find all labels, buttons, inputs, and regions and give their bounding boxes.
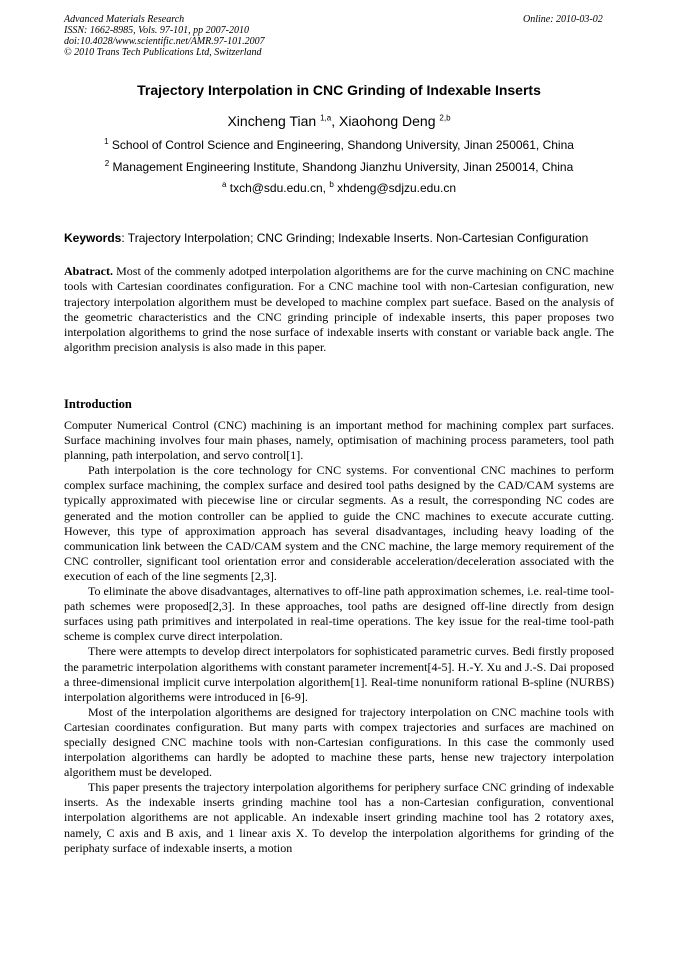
introduction-heading: Introduction xyxy=(64,397,132,411)
journal-name: Advanced Materials Research xyxy=(64,14,185,25)
abstract xyxy=(64,264,614,356)
author-name: Xiaohong Deng xyxy=(338,113,436,129)
paragraph: Computer Numerical Control (CNC) machining is an important method for machining complex part surfaces. Surface machining involves four main phases, namely, optimisation of machining process parameters, tool path planning, path interpolation, and servo control[1]. xyxy=(64,418,614,463)
email-line xyxy=(64,181,614,195)
paragraph: Most of the interpolation algorithems are designed for trajectory interpolation on CNC machine tools with Cartesian coordinates configuration. But many parts with compex trajectories and surfaces are machined on specially designed CNC machine tools with non-Cartesian configurations. In this case the commonly used interpolation algorithems can hardly be adopted to machine these parts, hense new trajectory interpolation algorithem must be developed. xyxy=(64,704,614,780)
paragraph: This paper presents the trajectory interpolation algorithems for periphery surface CNC grinding of indexable inserts. As the indexable inserts grinding machine tool has a non-Cartesian configuration, conventional interpolation algorithems are not applicable. An indexable insert grinding machine tool has 2 rotatory axes, namely, C axis and B axis, and 1 linear axis X. To develop the interpolation algorithems for grinding of the periphaty surface of indexable inserts, a motion xyxy=(64,780,614,855)
affiliation-mark: 2 xyxy=(104,159,110,168)
paragraph: To eliminate the above disadvantages, alternatives to off-line path approximation schemes, i.e. real-time tool-path schemes were proposed[2,3]. In these approaches, tool paths are designed off-line directly from design surfaces using path primitives and interpolated in real-time operations. The key issue for the real-time tool-path scheme is complex curve direct interpolation. xyxy=(64,584,614,644)
affiliation-text: Management Engineering Institute, Shandong Jianzhu University, Jinan 250014, China xyxy=(109,160,574,174)
keywords xyxy=(64,231,616,245)
author-affiliation-mark: 1,a xyxy=(320,113,332,123)
introduction-body xyxy=(64,418,614,856)
journal-header xyxy=(64,14,265,58)
author-name: Xincheng Tian xyxy=(227,113,317,129)
affiliation-2 xyxy=(64,160,614,174)
keywords-text: : Trajectory Interpolation; CNC Grinding; Indexable Inserts. Non-Cartesian Configuration xyxy=(121,231,589,245)
email-mark: b xyxy=(329,180,334,189)
online-date: Online: 2010-03-02 xyxy=(523,14,603,25)
email-text: xhdeng@sdjzu.edu.cn xyxy=(333,181,457,195)
abstract-text: Most of the commenly adotped interpolation algorithems are for the curve machining on CNC machine tools with Cartesian coordinates configuration. For a CNC machine tool with non-Cartesian configuration, new trajectory interpolation algorithem must be developed to machine complex part sueface. Based on the analysis of the geometric characteristics and the CNC grinding principle of indexable inserts, this paper proposes two interpolation algorithems to grind the nose surface of indexable inserts with constant or variable back angle. The algorithm precision analysis is also made in this paper. xyxy=(64,264,614,355)
email-mark: a xyxy=(221,180,227,189)
abstract-label: Abatract. xyxy=(64,264,113,278)
paragraph: There were attempts to develop direct interpolators for sophisticated parametric curves. Bedi firstly proposed the parametric interpolation algorithems with constant parameter increment[4-5]. H.-Y. Xu and J.-S. Dai proposed a three-dimensional implicit curve interpolation algorithem[1]. Real-time nonuniform rational B-spline (NURBS) interpolation algorithems were introduced in [6-9]. xyxy=(64,644,614,704)
copyright-line: © 2010 Trans Tech Publications Ltd, Switzerland xyxy=(64,47,262,58)
author-line xyxy=(64,113,614,130)
affiliation-mark: 1 xyxy=(104,137,109,146)
paragraph: Path interpolation is the core technology for CNC systems. For conventional CNC machines to perform complex surface machining, the complex surface and desired tool paths designed by the CAD/CAM systems are typically approximated with piecewise line or circular segments. As a result, the corresponding NC codes are generated and the motion controller can be applied to guide the CNC machines to execute accurate cutting. However, this type of approximation approach has several disadvantages, including heavy loading of the communication link between the CAD/CAM system and the CNC machine, the large memory requirement of the CNC controller, significant tool orientation error and considerable acceleration/deceleration associated with the execution of each of the line segments [2,3]. xyxy=(64,463,614,583)
issn-line: ISSN: 1662-8985, Vols. 97-101, pp 2007-2010 xyxy=(64,25,249,36)
author-separator: , xyxy=(331,113,339,129)
affiliation-text: School of Control Science and Engineering, Shandong University, Jinan 250061, China xyxy=(108,138,574,152)
paper-title: Trajectory Interpolation in CNC Grinding of Indexable Inserts xyxy=(137,82,541,98)
affiliation-1 xyxy=(64,138,614,152)
email-text: txch@sdu.edu.cn, xyxy=(226,181,330,195)
keywords-label: Keywords xyxy=(64,231,122,245)
author-affiliation-mark: 2,b xyxy=(439,113,451,123)
doi-line: doi:10.4028/www.scientific.net/AMR.97-101.2007 xyxy=(64,36,265,47)
